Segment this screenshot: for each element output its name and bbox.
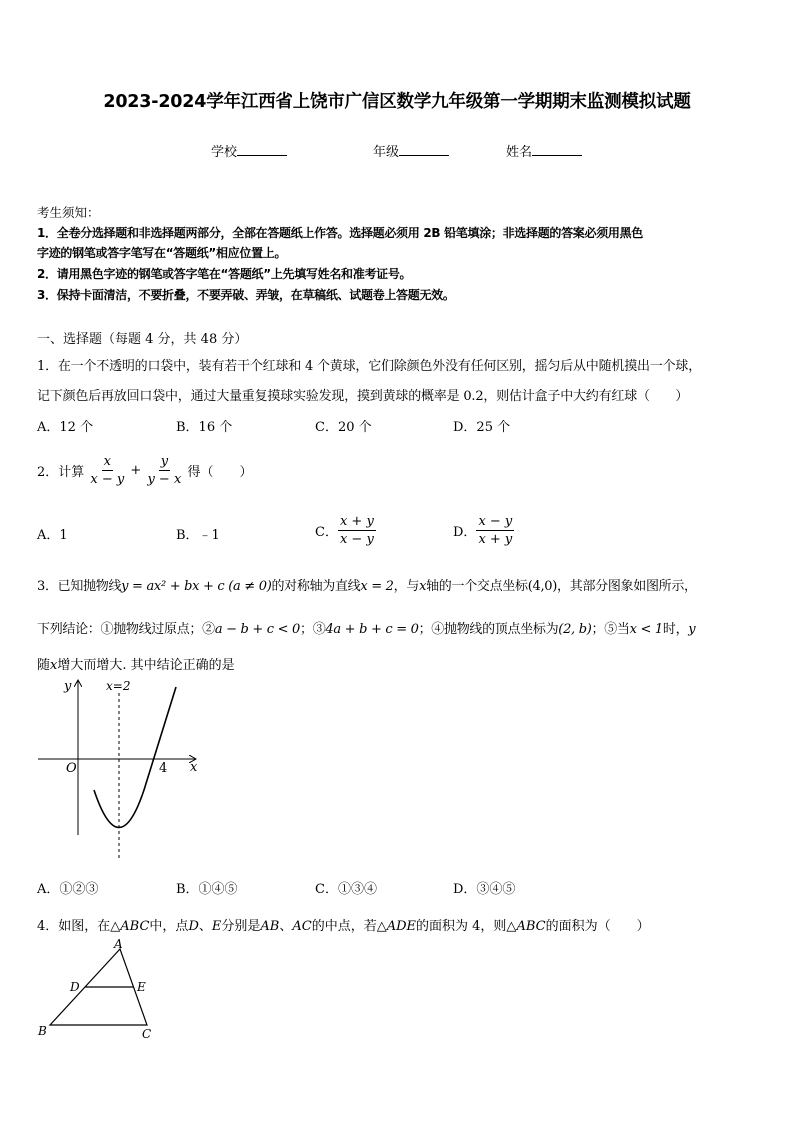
grade-field: [373, 141, 449, 160]
q3-line-3: 随x增大而增大. 其中结论正确的是: [37, 658, 235, 673]
q3-line-2: 下列结论：①抛物线过原点；②a − b + c < 0；③4a + b + c = 0；④抛物线的顶点坐标为(2, b)；⑤当x < 1时，y: [37, 622, 696, 637]
notice-line-2: 2．请用黑色字迹的钢笔或答字笔在“答题纸”上先填写姓名和准考证号。: [37, 267, 412, 281]
q2-fraction-1: $\frac{x}{x - y}$: [90, 454, 125, 487]
parabola-figure: [30, 675, 210, 865]
q4-stem: 4．如图，在△ABC中，点D、E分别是AB、AC的中点，若△ADE的面积为 4，则△ABC的面积为（ ）: [37, 919, 650, 934]
q1-line-1: 1．在一个不透明的口袋中，装有若干个红球和 4 个黄球，它们除颜色外没有任何区别，摇匀后从中随机摸出一个球，: [37, 359, 702, 374]
notice-line-3: 3．保持卡面清洁，不要折叠，不要弄破、弄皱，在草稿纸、试题卷上答题无效。: [37, 288, 455, 302]
q1-line-2: 记下颜色后再放回口袋中，通过大量重复摸球实验发现，摸到黄球的概率是 0.2，则估计盒子中大约有红球（ ）: [37, 389, 689, 404]
name-field: [506, 141, 582, 160]
notice-line-1b: 字迹的钢笔或答字笔写在“答题纸”相应位置上。: [37, 246, 287, 260]
q2-plus: +: [130, 463, 142, 478]
triangle-figure: [30, 935, 170, 1045]
name-label: 姓名: [506, 145, 533, 160]
origin-label: O: [66, 761, 77, 776]
q3-line-1: 3．已知抛物线y = ax² + bx + c (a ≠ 0)的对称轴为直线x = 2，与x轴的一个交点坐标(4,0)，其部分图象如图所示，: [37, 579, 697, 594]
x-axis-label: x: [190, 760, 198, 775]
q2-option-b[interactable]: B．﹣1: [176, 528, 220, 543]
page-title: 2023-2024学年江西省上饶市广信区数学九年级第一学期期末监测模拟试题: [103, 92, 691, 112]
school-blank[interactable]: [237, 143, 287, 156]
section-heading: 一、选择题（每题 4 分，共 48 分）: [37, 332, 248, 347]
q3-option-b[interactable]: B．①④⑤: [176, 882, 238, 897]
school-label: 学校: [211, 145, 238, 160]
q1-option-b[interactable]: B．16 个: [176, 420, 233, 435]
q3-option-d[interactable]: D．③④⑤: [453, 882, 516, 897]
vertex-b-label: B: [38, 1024, 47, 1038]
q2-fraction-2: $\frac{y}{y - x}$: [147, 454, 182, 487]
q2-stem: [37, 453, 252, 488]
q3-option-c[interactable]: C．①③④: [315, 882, 377, 897]
point-d-label: D: [70, 980, 80, 994]
vertex-c-label: C: [142, 1027, 152, 1041]
y-axis-label: y: [64, 679, 72, 694]
vertex-a-label: A: [114, 937, 123, 951]
q2-prefix: 2．计算: [37, 465, 85, 480]
parabola-curve: [94, 687, 176, 828]
notice-heading: 考生须知：: [37, 205, 100, 220]
q1-option-a[interactable]: A．12 个: [37, 420, 94, 435]
q2-option-c[interactable]: C． $\frac{x + y}{x - y}$: [315, 514, 374, 547]
q2-suffix: 得（ ）: [187, 465, 253, 480]
notice-line-1: 1．全卷分选择题和非选择题两部分，全部在答题纸上作答。选择题必须用 2B 铅笔填涂；非选择题的答案必须用黑色: [37, 226, 644, 240]
grade-blank[interactable]: [399, 143, 449, 156]
root-label: 4: [159, 761, 168, 776]
point-e-label: E: [137, 980, 146, 994]
name-blank[interactable]: [532, 143, 582, 156]
q1-option-d[interactable]: D．25 个: [453, 420, 511, 435]
q1-option-c[interactable]: C．20 个: [315, 420, 372, 435]
q2-option-a[interactable]: A．1: [37, 528, 68, 543]
school-field: [211, 141, 287, 160]
q2-option-d[interactable]: D． $\frac{x - y}{x + y}$: [453, 514, 513, 547]
symmetry-axis-label: x=2: [106, 679, 131, 693]
q3-option-a[interactable]: A．①②③: [37, 882, 99, 897]
grade-label: 年级: [373, 145, 400, 160]
